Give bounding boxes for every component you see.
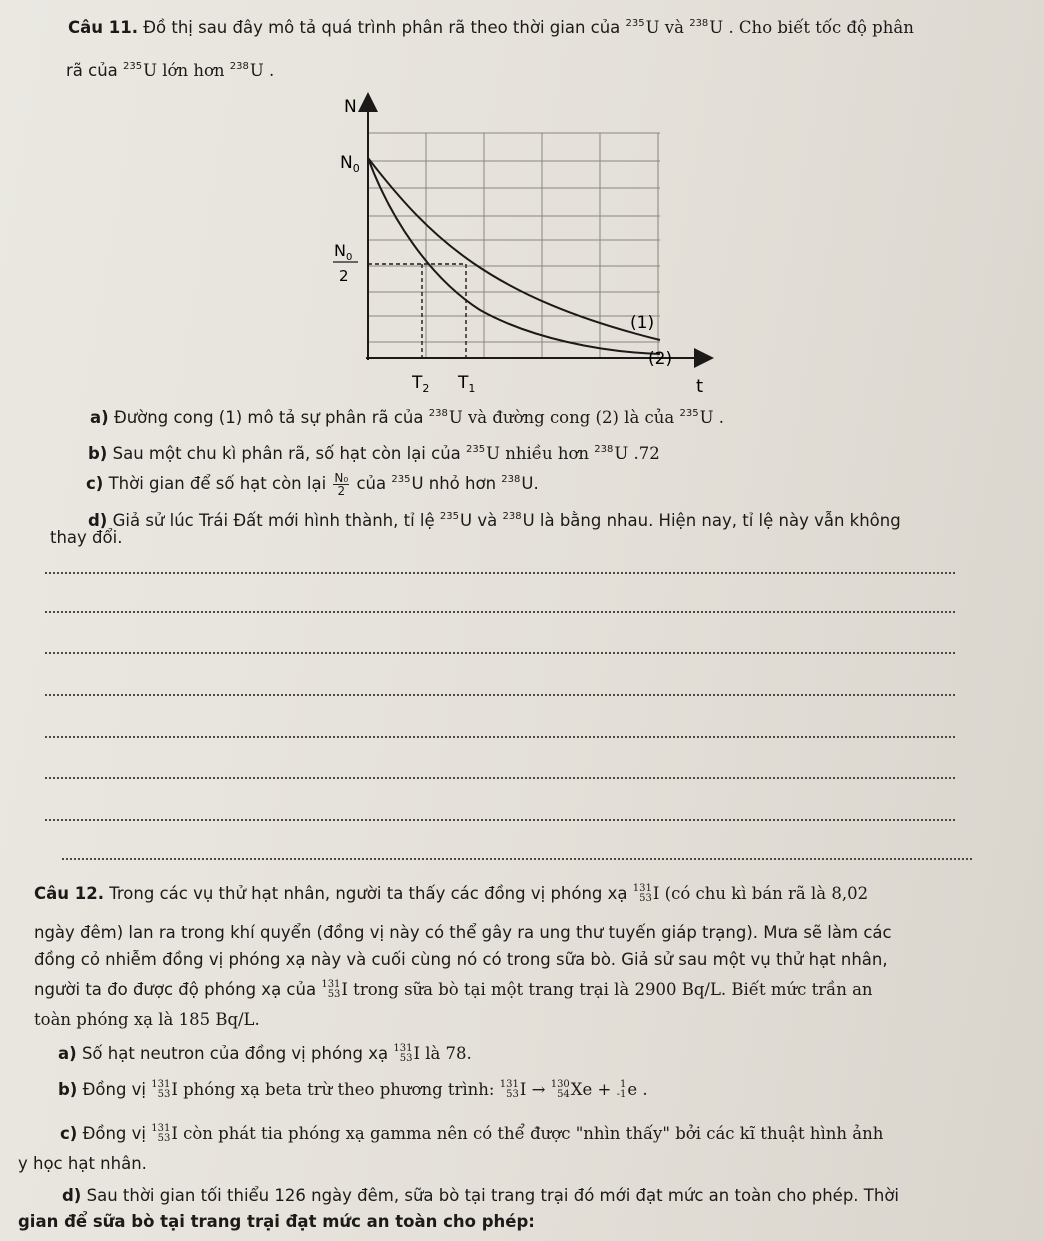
n0-over-2: $\frac{\text{N₀}}{2}$ [334, 471, 349, 498]
axis-y-label: N [344, 97, 357, 117]
q12-statement-a: a) Số hạt neutron của đồng vị phóng xạ 131 53 I là 78. [58, 1043, 472, 1064]
q12-line3: đồng cỏ nhiễm đồng vị phóng xạ này và cuối cùng nó có trong sữa bò. Giả sử sau một vụ thử hạt nhân, [34, 950, 888, 969]
answer-line [45, 777, 955, 779]
half-n0-denominator: 2 [339, 267, 349, 285]
answer-line [45, 652, 955, 654]
answer-line [45, 736, 955, 738]
q12-statement-d: d) Sau thời gian tối thiểu 126 ngày đêm, sữa bò tại trang trại đó mới đạt mức an toàn cho phép. Thời [62, 1186, 900, 1205]
q11-intro-line1: Câu 11. Đồ thị sau đây mô tả quá trình phân rã theo thời gian của $^{235}$U và $^{238}$U . Cho biết tốc độ phân [68, 18, 914, 37]
graph-grid [368, 133, 660, 358]
q12-line1: Câu 12. Trong các vụ thử hạt nhân, người ta thấy các đồng vị phóng xạ 131 53 I (có chu kì bán rã là 8,02 [34, 883, 869, 904]
q12-statement-d-cont: gian để sữa bò tại trang trại đạt mức an toàn cho phép: [18, 1212, 535, 1231]
answer-line [45, 611, 955, 613]
decay-graph [320, 88, 720, 398]
q11-number: Câu 11. [68, 18, 138, 37]
q11-intro-line2: rã của $^{235}$U lớn hơn $^{238}$U . [66, 61, 275, 80]
graph-guides [368, 264, 466, 358]
t2-label: $T_2$ [412, 373, 430, 395]
curve-2 [368, 158, 660, 354]
curve-2-label: (2) [648, 349, 673, 369]
reaction-arrow: → [531, 1080, 546, 1099]
answer-line [45, 694, 955, 696]
q12-line4: người ta đo được độ phóng xạ của 131 53 I trong sữa bò tại một trang trại là 2900 Bq/L. Biết mức trần an [34, 979, 873, 1000]
q11-statement-d: d) Giả sử lúc Trái Đất mới hình thành, tỉ lệ $^{235}$U và $^{238}$U là bằng nhau. Hiện nay, tỉ lệ này vẫn không [88, 511, 901, 530]
iso-238: 238 [689, 18, 709, 29]
q12-statement-b: b) Đồng vị 131 53 I phóng xạ beta trừ theo phương trình: 131 53 I → 130 54 Xe + 1 -1 e . [58, 1079, 648, 1100]
answer-line [62, 858, 972, 860]
answer-line [45, 572, 955, 574]
q12-statement-c-cont: y học hạt nhân. [18, 1154, 147, 1173]
half-n0-numerator: $N_0$ [334, 241, 353, 263]
q12-line2: ngày đêm) lan ra trong khí quyển (đồng vị này có thể gây ra ung thư tuyến giáp trạng). Mưa sẽ làm các [34, 923, 892, 942]
q12-statement-c: c) Đồng vị 131 53 I còn phát tia phóng xạ gamma nên có thể được "nhìn thấy" bởi các kĩ thuật hình ảnh [60, 1123, 884, 1144]
answer-line [45, 819, 955, 821]
axis-x-label: t [696, 376, 704, 397]
q11-statement-a: a) Đường cong (1) mô tả sự phân rã của $^{238}$U và đường cong (2) là của $^{235}$U . [90, 408, 724, 427]
q11-statement-c: c) Thời gian để số hạt còn lại $\frac{\text{N₀}}{2}$ của $^{235}$U nhỏ hơn $^{238}$U. [86, 471, 539, 498]
t1-label: $T_1$ [458, 373, 476, 395]
q11-statement-b: b) Sau một chu kì phân rã, số hạt còn lại của $^{235}$U nhiều hơn $^{238}$U .72 [88, 444, 660, 463]
curve-1-label: (1) [630, 313, 655, 333]
q12-line5: toàn phóng xạ là 185 Bq/L. [34, 1010, 260, 1029]
q11-intro-text: Đồ thị sau đây mô tả quá trình phân rã theo thời gian của [143, 18, 621, 37]
iso-235: 235 [625, 18, 645, 29]
q11-statement-d-cont: thay đổi. [50, 528, 123, 547]
curve-1 [368, 158, 660, 340]
n0-label: $N_0$ [340, 153, 360, 175]
